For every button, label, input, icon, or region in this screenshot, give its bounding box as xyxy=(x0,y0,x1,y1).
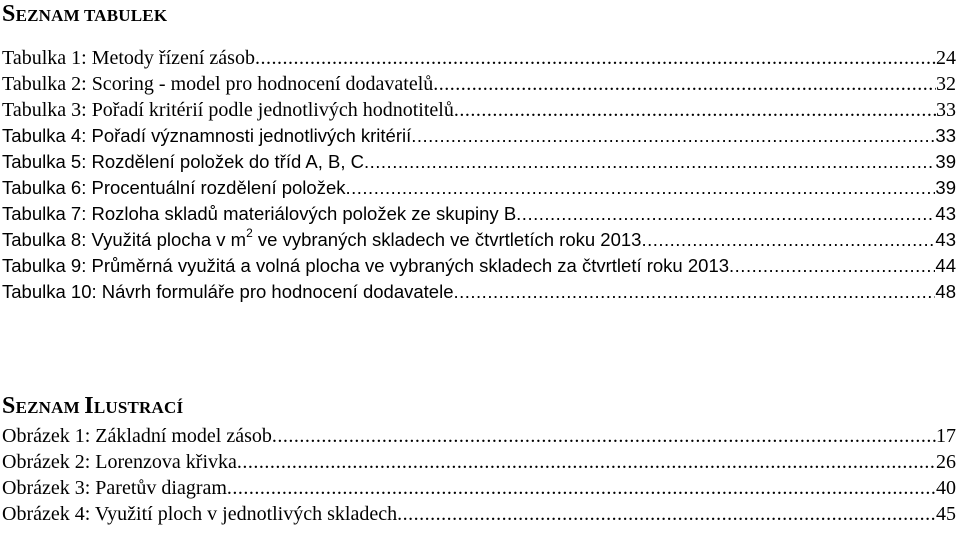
toc-entry-title: Tabulka 6: Procentuální rozdělení položek xyxy=(2,177,346,198)
list-of-figures xyxy=(2,423,956,527)
list-of-figures-heading xyxy=(2,393,183,421)
toc-entry-page: 43 xyxy=(935,229,956,250)
toc-entry-figure-2[interactable] xyxy=(2,449,956,475)
toc-entry-title: Obrázek 3: Paretův diagram xyxy=(2,477,227,499)
toc-entry-table-9[interactable] xyxy=(2,253,956,279)
toc-entry-page: 17 xyxy=(936,425,956,447)
toc-entry-title: Tabulka 5: Rozdělení položek do tříd A, B, C xyxy=(2,151,364,172)
toc-dot-leader xyxy=(411,123,935,149)
toc-entry-page: 39 xyxy=(935,151,956,172)
toc-entry-page: 39 xyxy=(935,177,956,198)
toc-entry-title: Tabulka 2: Scoring - model pro hodnocení dodavatelů xyxy=(2,73,434,95)
toc-entry-table-4[interactable] xyxy=(2,123,956,149)
toc-dot-leader xyxy=(433,71,936,97)
toc-entry-title: Tabulka 9: Průměrná využitá a volná plocha ve vybraných skladech za čtvrtletí roku 2013 xyxy=(2,255,730,276)
toc-entry-title xyxy=(2,227,641,253)
toc-entry-table-1[interactable] xyxy=(2,45,956,71)
toc-entry-title-part: ve vybraných skladech ve čtvrtletích roku 2013 xyxy=(252,229,642,250)
toc-entry-title: Obrázek 1: Základní model zásob xyxy=(2,425,272,447)
toc-entry-table-6[interactable] xyxy=(2,175,956,201)
toc-entry-page: 26 xyxy=(936,451,956,473)
heading-initial: I xyxy=(84,393,94,419)
toc-dot-leader xyxy=(516,201,935,227)
list-of-tables-heading xyxy=(2,1,167,29)
toc-dot-leader xyxy=(729,253,935,279)
toc-dot-leader xyxy=(641,227,935,253)
toc-dot-leader xyxy=(255,45,936,71)
toc-entry-page: 32 xyxy=(936,73,956,95)
toc-entry-title: Tabulka 3: Pořadí kritérií podle jednotlivých hodnotitelů xyxy=(2,99,454,121)
toc-entry-page: 45 xyxy=(936,503,956,525)
list-of-tables xyxy=(2,45,956,305)
heading-rest: EZNAM xyxy=(15,398,85,417)
toc-entry-figure-4[interactable] xyxy=(2,501,956,527)
toc-entry-title: Tabulka 10: Návrh formuláře pro hodnocení dodavatele xyxy=(2,281,454,302)
toc-dot-leader xyxy=(397,501,936,527)
toc-entry-table-10[interactable] xyxy=(2,279,956,305)
toc-entry-title: Obrázek 2: Lorenzova křivka xyxy=(2,451,237,473)
toc-entry-table-7[interactable] xyxy=(2,201,956,227)
toc-entry-page: 44 xyxy=(935,255,956,276)
toc-entry-page: 43 xyxy=(935,203,956,224)
toc-entry-title: Tabulka 4: Pořadí významnosti jednotlivých kritérií xyxy=(2,125,412,146)
toc-entry-page: 24 xyxy=(936,47,956,69)
toc-entry-page: 48 xyxy=(935,281,956,302)
toc-entry-table-3[interactable] xyxy=(2,97,956,123)
toc-dot-leader xyxy=(227,475,936,501)
heading-rest: EZNAM TABULEK xyxy=(15,6,168,25)
toc-entry-page: 40 xyxy=(936,477,956,499)
toc-dot-leader xyxy=(453,279,935,305)
toc-entry-title: Obrázek 4: Využití ploch v jednotlivých skladech xyxy=(2,503,398,525)
toc-dot-leader xyxy=(272,423,936,449)
toc-entry-table-8[interactable] xyxy=(2,227,956,253)
toc-entry-table-2[interactable] xyxy=(2,71,956,97)
toc-dot-leader xyxy=(237,449,936,475)
heading-initial: S xyxy=(2,393,16,419)
toc-dot-leader xyxy=(346,175,936,201)
superscript: 2 xyxy=(246,225,253,240)
toc-entry-figure-3[interactable] xyxy=(2,475,956,501)
toc-entry-table-5[interactable] xyxy=(2,149,956,175)
toc-entry-figure-1[interactable] xyxy=(2,423,956,449)
toc-entry-title-part: Tabulka 8: Využitá plocha v m xyxy=(2,229,247,250)
toc-entry-page: 33 xyxy=(935,125,956,146)
toc-entry-title: Tabulka 1: Metody řízení zásob xyxy=(2,47,255,69)
heading-rest: LUSTRACÍ xyxy=(93,398,184,417)
toc-entry-page: 33 xyxy=(936,99,956,121)
toc-dot-leader xyxy=(364,149,935,175)
toc-entry-title: Tabulka 7: Rozloha skladů materiálových položek ze skupiny B xyxy=(2,203,517,224)
heading-initial: S xyxy=(2,1,16,27)
toc-dot-leader xyxy=(454,97,936,123)
